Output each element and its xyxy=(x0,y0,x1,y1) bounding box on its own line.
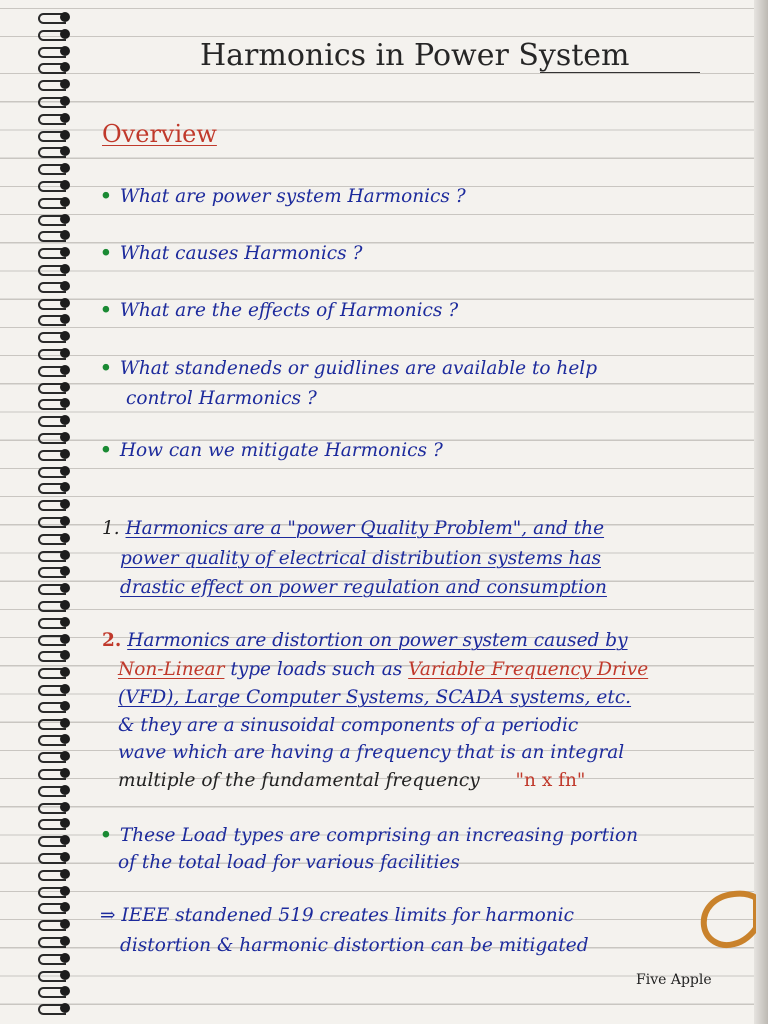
spiral-ring xyxy=(38,934,72,948)
spiral-ring xyxy=(38,447,72,461)
spiral-ring xyxy=(38,77,72,91)
paragraph-2-line-2: Non-Linear type loads such as Variable Frequency Drive xyxy=(118,659,649,680)
brand-footer: Five Apple xyxy=(636,972,712,988)
spiral-ring xyxy=(38,296,72,310)
title-underline xyxy=(540,72,700,73)
question-4: • What standeneds or guidlines are available to help xyxy=(100,358,598,379)
spiral-ring xyxy=(38,1001,72,1015)
spiral-ring xyxy=(38,716,72,730)
spiral-ring xyxy=(38,279,72,293)
spiral-ring xyxy=(38,161,72,175)
spiral-ring xyxy=(38,514,72,528)
overview-heading: Overview xyxy=(102,120,217,148)
question-2: • What causes Harmonics ? xyxy=(100,243,363,264)
spiral-ring xyxy=(38,212,72,226)
spiral-ring xyxy=(38,497,72,511)
spiral-ring xyxy=(38,94,72,108)
spiral-ring xyxy=(38,363,72,377)
spiral-ring xyxy=(38,732,72,746)
paragraph-3-line-1: • These Load types are comprising an increasing portion xyxy=(100,825,639,846)
question-5: • How can we mitigate Harmonics ? xyxy=(100,440,443,461)
spiral-ring xyxy=(38,884,72,898)
spiral-ring xyxy=(38,262,72,276)
spiral-ring xyxy=(38,699,72,713)
paragraph-1-line-1: 1. Harmonics are a "power Quality Problem", and the xyxy=(102,518,605,539)
spiral-ring xyxy=(38,396,72,410)
page-title: Harmonics in Power System xyxy=(200,38,630,73)
paragraph-1-line-2: power quality of electrical distribution systems has xyxy=(120,548,601,569)
spiral-ring xyxy=(38,413,72,427)
question-3: • What are the effects of Harmonics ? xyxy=(100,300,459,321)
spiral-ring xyxy=(38,10,72,24)
spiral-ring xyxy=(38,984,72,998)
spiral-ring xyxy=(38,648,72,662)
paragraph-2-line-5: wave which are having a frequency that is an integral xyxy=(118,742,625,763)
spiral-ring xyxy=(38,312,72,326)
apple-logo-icon xyxy=(694,888,756,950)
spiral-ring xyxy=(38,632,72,646)
spiral-ring xyxy=(38,615,72,629)
spiral-ring xyxy=(38,430,72,444)
spiral-ring xyxy=(38,665,72,679)
spiral-ring xyxy=(38,783,72,797)
paragraph-2-line-3: (VFD), Large Computer Systems, SCADA systems, etc. xyxy=(118,687,632,708)
spiral-binding xyxy=(0,10,80,1020)
paragraph-4-line-2: distortion & harmonic distortion can be mitigated xyxy=(120,935,589,956)
spiral-ring xyxy=(38,380,72,394)
spiral-ring xyxy=(38,531,72,545)
spiral-ring xyxy=(38,850,72,864)
paragraph-1-line-3: drastic effect on power regulation and consumption xyxy=(120,577,607,598)
spiral-ring xyxy=(38,346,72,360)
page-edge xyxy=(754,0,768,1024)
spiral-ring xyxy=(38,800,72,814)
spiral-ring xyxy=(38,564,72,578)
paragraph-2-line-4: & they are a sinusoidal components of a periodic xyxy=(118,715,579,736)
spiral-ring xyxy=(38,749,72,763)
spiral-ring xyxy=(38,598,72,612)
paragraph-2-line-1: 2. Harmonics are distortion on power system caused by xyxy=(102,630,628,651)
spiral-ring xyxy=(38,228,72,242)
paragraph-2-line-6: multiple of the fundamental frequency "n x fn" xyxy=(118,770,586,791)
paragraph-4-line-1: ⇒ IEEE standened 519 creates limits for harmonic xyxy=(100,905,574,926)
question-1: • What are power system Harmonics ? xyxy=(100,186,466,207)
spiral-ring xyxy=(38,951,72,965)
spiral-ring xyxy=(38,816,72,830)
spiral-ring xyxy=(38,27,72,41)
paragraph-3-line-2: of the total load for various facilities xyxy=(118,852,460,873)
spiral-ring xyxy=(38,144,72,158)
spiral-ring xyxy=(38,548,72,562)
spiral-ring xyxy=(38,195,72,209)
spiral-ring xyxy=(38,867,72,881)
spiral-ring xyxy=(38,464,72,478)
spiral-ring xyxy=(38,329,72,343)
spiral-ring xyxy=(38,480,72,494)
spiral-ring xyxy=(38,766,72,780)
spiral-ring xyxy=(38,128,72,142)
spiral-ring xyxy=(38,900,72,914)
spiral-ring xyxy=(38,833,72,847)
spiral-ring xyxy=(38,917,72,931)
spiral-ring xyxy=(38,968,72,982)
spiral-ring xyxy=(38,60,72,74)
spiral-ring xyxy=(38,581,72,595)
question-4-cont: control Harmonics ? xyxy=(126,388,317,409)
spiral-ring xyxy=(38,178,72,192)
spiral-ring xyxy=(38,44,72,58)
spiral-ring xyxy=(38,245,72,259)
spiral-ring xyxy=(38,682,72,696)
spiral-ring xyxy=(38,111,72,125)
